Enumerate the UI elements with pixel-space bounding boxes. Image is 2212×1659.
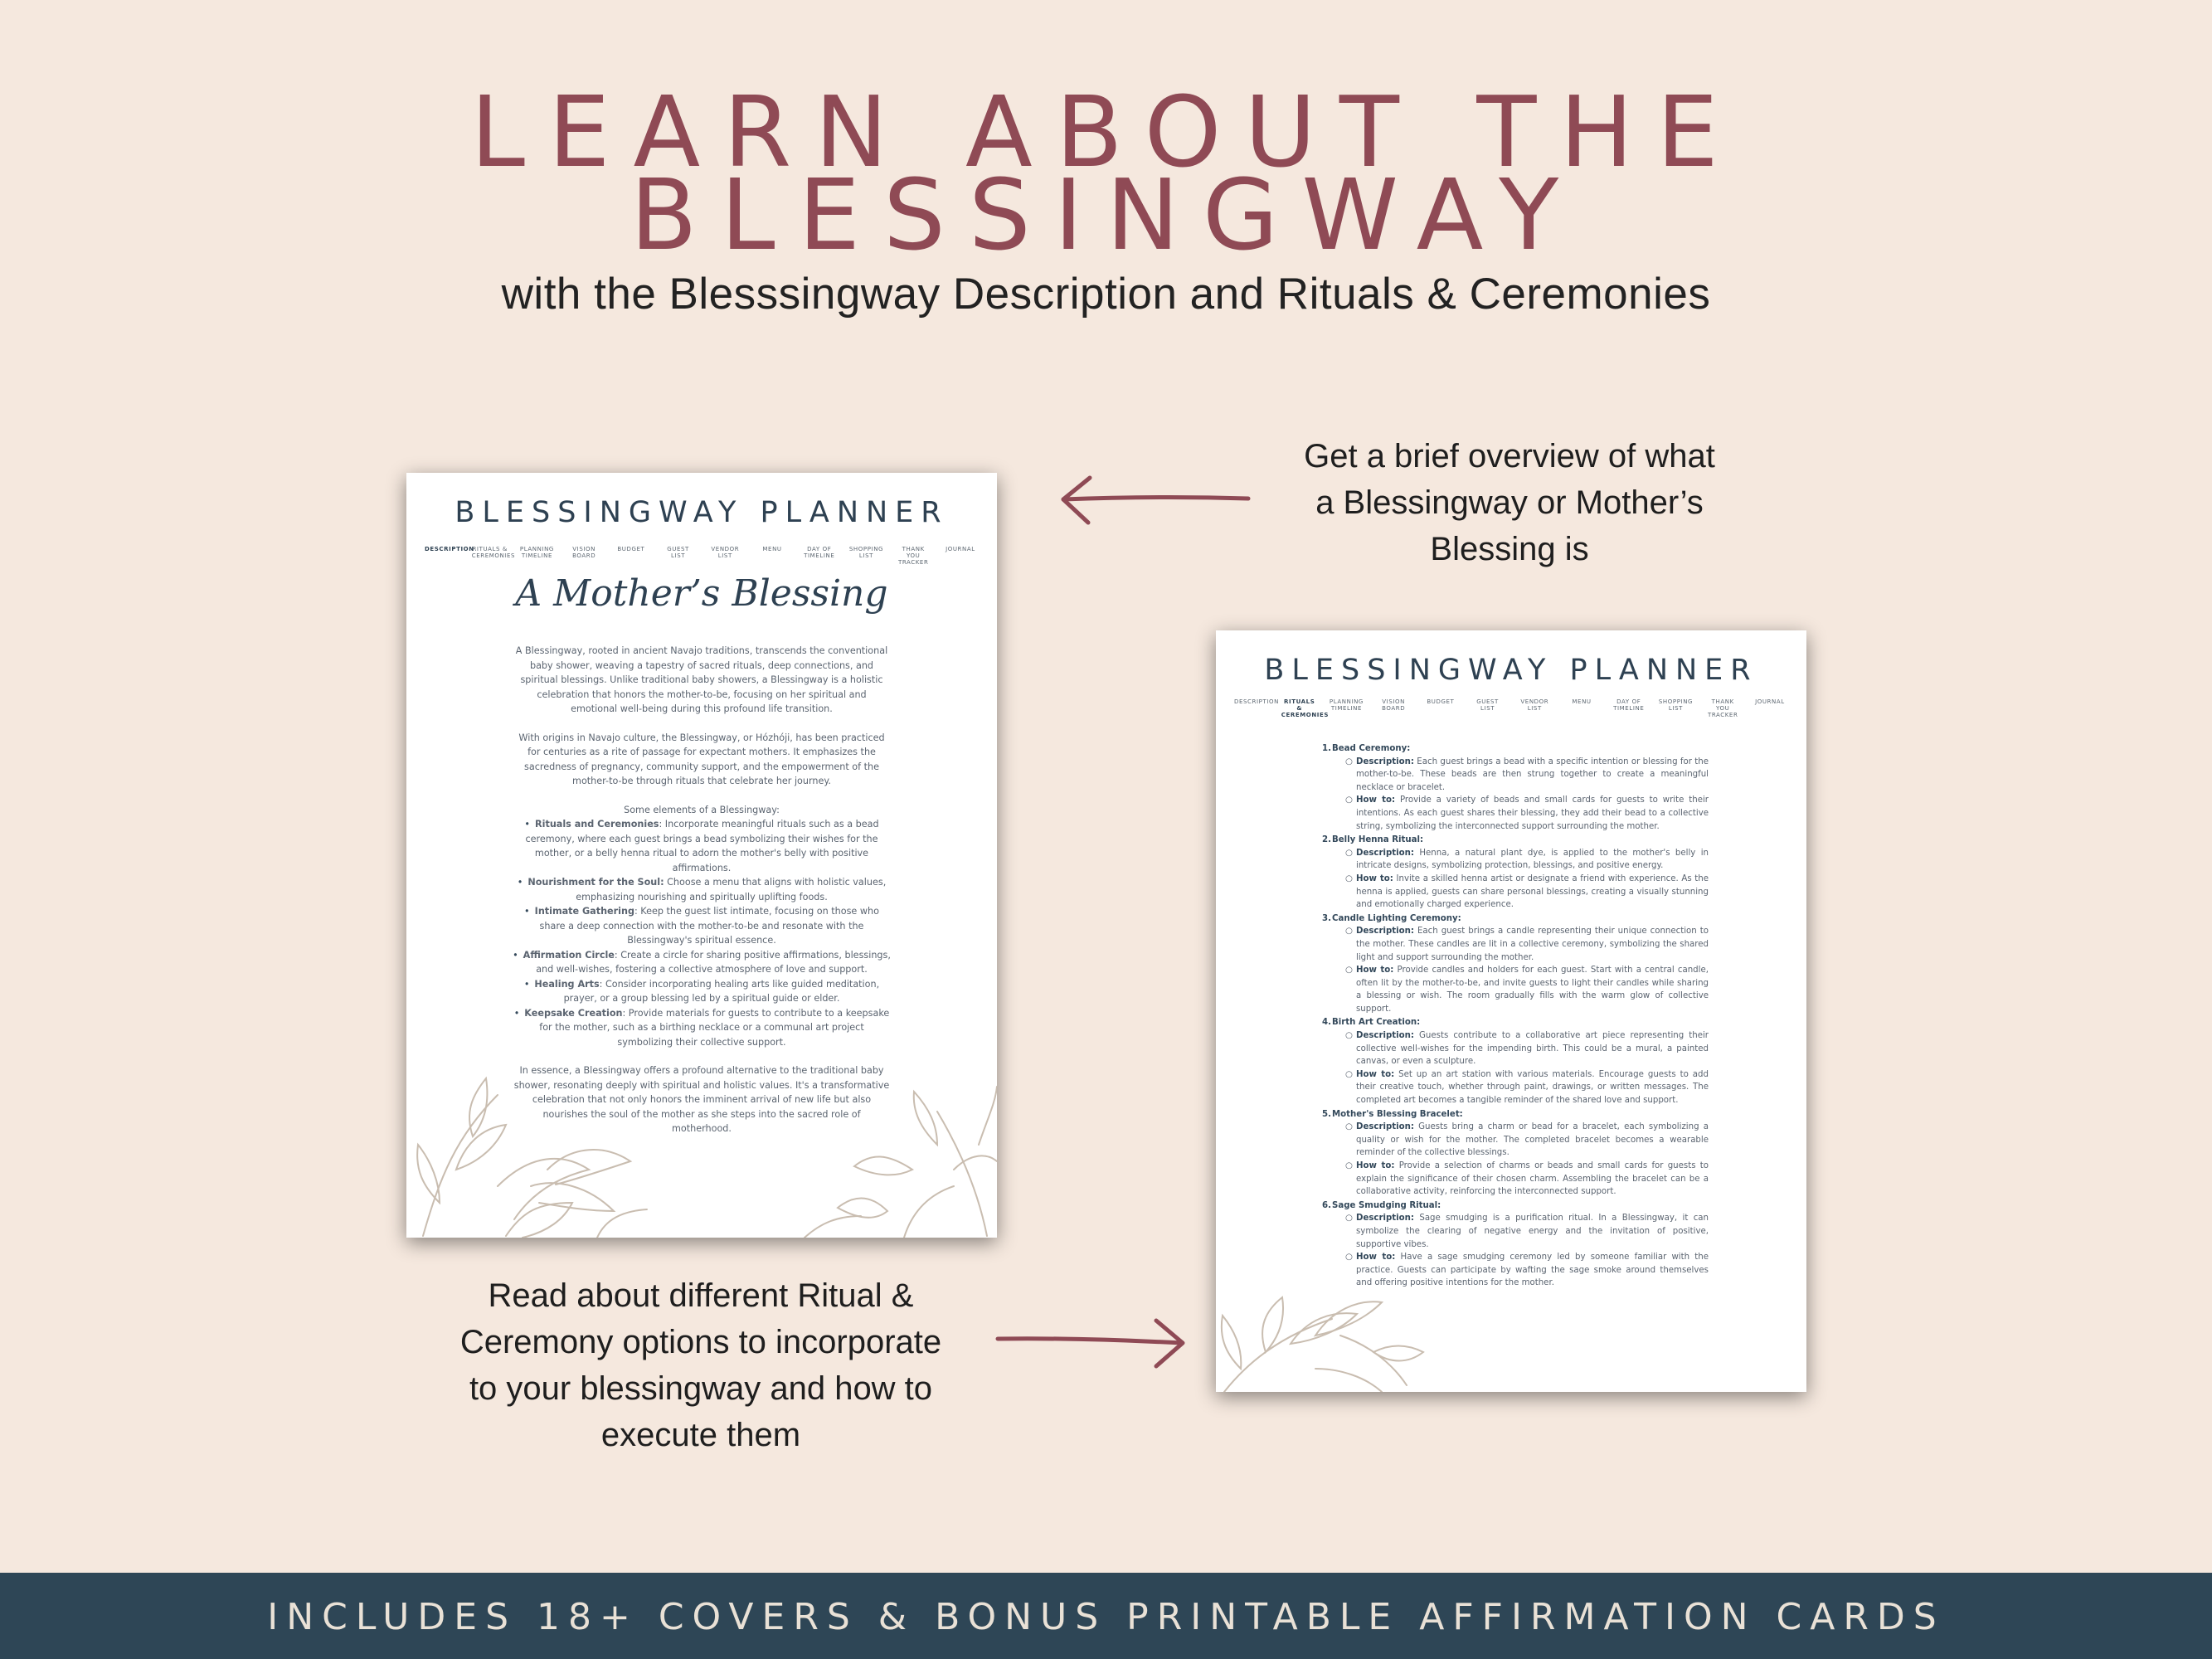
nav-tab-thank-you-tracker[interactable] [895,546,931,566]
ritual-sublabel: How to: [1356,966,1394,975]
ritual-number: 5. [1322,1109,1331,1119]
nav-tab-label: YOU [1716,705,1730,712]
nav-tab-label: LIST [858,552,874,559]
elements-list [513,817,891,1049]
nav-tab-label: DAY OF [1616,698,1641,705]
page-subtitle: with the Blesssingway Description and Rituals & Ceremonies [501,270,1711,319]
ritual-description [1332,847,1709,873]
callout-line: a Blessingway or Mother’s [1315,484,1704,521]
bullet-icon: • [523,978,530,990]
nav-tab-planning-timeline[interactable] [518,546,555,559]
nav-tab-label: GUEST [667,546,689,552]
nav-tab-label: BOARD [572,552,596,559]
element-text: : Create a circle for sharing positive affirmations, blessings, and well-wishes, fostering a collective atmosphere of love and support. [536,949,891,975]
callout-line: execute them [600,1417,801,1453]
footer-banner-text: INCLUDES 18+ COVERS & BONUS PRINTABLE AFFIRMATION CARDS [267,1596,1945,1638]
nav-tab-description[interactable] [425,546,474,552]
ritual-subtext: Set up an art station with various materials. Encourage guests to add their creative touch, whether through paint, drawings, or written messages. The completed art becomes a tangible reminder of the shared love and support. [1356,1069,1709,1106]
ritual-name: Bead Ceremony: [1332,744,1411,753]
ritual-number: 3. [1322,913,1331,923]
origins-paragraph: With origins in Navajo culture, the Blessingway, or Hózhóji, has been practiced for centuries as a rite of passage for expectant mothers. It emphasizes the sacredness of pregnancy, community support, and the empowerment of the mother-to-be through rituals that celebrate her journey. [518,732,885,786]
nav-tab-vendor-list[interactable] [1516,698,1553,712]
ritual-subtext: Have a sage smudging ceremony led by someone familiar with the practice. Guests can participate by wafting the sage smoke around themselves and offering positive intentions for the mother. [1356,1253,1709,1288]
circle-bullet-icon: ○ [1345,757,1353,766]
nav-tab-label: GUEST [1476,698,1499,705]
circle-bullet-icon: ○ [1345,873,1353,883]
nav-tab-label: BUDGET [617,546,645,552]
nav-tab-label: LIST [1527,705,1542,712]
ritual-title [1322,1016,1709,1029]
elements-intro: Some elements of a Blessingway: [624,804,780,815]
nav-tab-label: MENU [1572,698,1592,705]
lily-floral-illustration-2 [1216,1286,1432,1392]
planner-title-2: BLESSINGWAY PLANNER [1264,654,1758,687]
nav-tab-label: LIST [717,552,732,559]
ritual-number: 2. [1322,835,1331,845]
bullet-icon: • [517,877,523,888]
nav-tab-description[interactable] [1234,698,1279,705]
element-text: : Consider incorporating healing arts like guided meditation, prayer, or a group blessing led by a spiritual guide or elder. [563,978,880,1004]
ritual-number: 6. [1322,1200,1331,1210]
nav-tab-planning-timeline[interactable] [1328,698,1364,712]
callout-line: Get a brief overview of what [1304,438,1715,474]
script-title: A Mother’s Blessing [515,572,888,615]
element-text: : Provide materials for guests to contribute to a keepsake for the mother, such as a birthing necklace or a communal art project symbolizing their collective support. [539,1007,890,1048]
ritual-sublabel: How to: [1356,1253,1396,1262]
ritual-name: Mother's Blessing Bracelet: [1332,1109,1463,1119]
circle-bullet-icon: ○ [1345,795,1353,805]
element-item [513,904,891,948]
nav-tab-label: TIMELINE [804,552,835,559]
nav-tab-guest-list[interactable] [1470,698,1506,712]
ritual-subtext: Sage smudging is a purification ritual. In a Blessingway, it can symbolize the clearing of negative energy and the invitation of positive, supportive vibes. [1356,1214,1709,1249]
nav-tab-journal[interactable] [1752,698,1788,705]
ritual-how-to [1332,1251,1709,1290]
nav-tab-menu[interactable] [754,546,790,552]
callout-line: Ceremony options to incorporate [459,1324,942,1360]
circle-bullet-icon: ○ [1345,966,1353,975]
element-text: : Keep the guest list intimate, focusing on those who share a deep connection with the mother-to-be and resonate with the Blessingway's spiritual essence. [539,906,879,946]
ritual-how-to [1332,1160,1709,1199]
rituals-list [1322,742,1709,1290]
nav-tab-label: VISION [1382,698,1406,705]
nav-tab-label: LIST [671,552,686,559]
nav-tab-label: LIST [1480,705,1495,712]
ritual-subtext: Guests contribute to a collaborative art piece representing their collective well-wishes for the impending birth. This could be a mural, a painted canvas, or even a sculpture. [1356,1031,1709,1067]
element-item [513,948,891,977]
circle-bullet-icon: ○ [1345,1161,1353,1170]
circle-bullet-icon: ○ [1345,927,1353,937]
nav-tab-menu[interactable] [1563,698,1600,705]
nav-tab-label: VENDOR [711,546,740,552]
ritual-subtext: Invite a skilled henna artist or designate a friend with experience. As the henna is applied, guests can share personal blessings, creating a visually stunning and emotionally charged experience. [1356,873,1709,910]
nav-tab-rituals-ceremonies[interactable] [1281,698,1330,718]
nav-tab-day-of-timeline[interactable] [801,546,838,559]
nav-tab-label: CEREMONIES [471,552,516,559]
element-item [513,875,891,904]
ritual-description [1332,1212,1709,1251]
intro-paragraph: A Blessingway, rooted in ancient Navajo traditions, transcends the conventional baby shower, weaving a tapestry of sacred rituals, deep connections, and spiritual blessings. Unlike traditional baby showers, a Blessingway is a holistic celebration that honors the mother-to-be, focusing on her spiritual and emotional well-being during this profound life transition. [515,645,888,714]
ritual-number: 4. [1322,1018,1331,1028]
ritual-sublabel: How to: [1356,873,1393,883]
element-item [513,977,891,1006]
planner-title: BLESSINGWAY PLANNER [455,496,949,529]
nav-tab-vision-board[interactable] [1375,698,1412,712]
lily-floral-illustration [406,1045,997,1238]
nav-tab-budget[interactable] [1422,698,1459,705]
ritual-sublabel: Description: [1356,1031,1414,1041]
ritual-how-to [1332,1068,1709,1107]
nav-tab-label: TIMELINE [1613,705,1645,712]
ritual-sublabel: Description: [1356,927,1414,937]
nav-tab-label: DAY OF [807,546,832,552]
nav-tab-guest-list[interactable] [660,546,697,559]
nav-tab-label: VISION [572,546,596,552]
footer-banner [0,1573,2212,1659]
left-arrow-icon [1053,471,1252,529]
planner-nav [425,546,979,566]
element-label: Rituals and Ceremonies [535,819,659,830]
ritual-name: Birth Art Creation: [1332,1018,1421,1028]
nav-tab-thank-you-tracker[interactable] [1704,698,1741,718]
nav-tab-vendor-list[interactable] [707,546,743,559]
nav-tab-label: JOURNAL [946,546,975,552]
nav-tab-rituals-ceremonies[interactable] [471,546,516,559]
ritual-sublabel: Description: [1356,848,1414,858]
nav-tab-label: RITUALS & [1284,698,1315,712]
callout-line: to your blessingway and how to [469,1370,933,1407]
nav-tab-label: VENDOR [1520,698,1549,705]
ritual-description [1332,756,1709,795]
nav-tab-label: CEREMONIES [1281,712,1330,718]
overview-callout [1261,433,1758,572]
nav-tab-label: THANK [902,546,925,552]
circle-bullet-icon: ○ [1345,848,1353,858]
element-label: Affirmation Circle [523,949,615,961]
bullet-icon: • [513,1007,520,1019]
ritual-how-to [1332,794,1709,833]
nav-tab-label: SHOPPING [1658,698,1694,705]
ritual-name: Candle Lighting Ceremony: [1332,913,1461,923]
nav-tab-label: BOARD [1382,705,1406,712]
callout-line: Read about different Ritual & [488,1277,914,1314]
nav-tab-label: DESCRIPTION [425,546,474,552]
nav-tab-label: PLANNING [519,546,554,552]
nav-tab-journal[interactable] [942,546,979,552]
circle-bullet-icon: ○ [1345,1122,1353,1132]
rituals-callout [415,1272,987,1458]
nav-tab-shopping-list[interactable] [848,546,884,559]
element-item [513,1006,891,1050]
nav-tab-vision-board[interactable] [566,546,602,559]
element-text: Choose a menu that aligns with holistic values, emphasizing nourishing and spiritually uplifting foods. [576,877,887,902]
nav-tab-label: TRACKER [1707,712,1738,718]
nav-tab-day-of-timeline[interactable] [1611,698,1647,712]
nav-tab-label: TIMELINE [521,552,553,559]
nav-tab-shopping-list[interactable] [1657,698,1694,712]
ritual-subtext: Provide a variety of beads and small cards for guests to write their intentions. As each guest shares their blessing, they add their bead to a collective string, symbolizing the interconnected support surrounding the mother. [1356,795,1709,831]
nav-tab-label: THANK [1711,698,1734,705]
nav-tab-budget[interactable] [613,546,649,552]
element-item [513,817,891,875]
ritual-sublabel: How to: [1356,1069,1395,1079]
ritual-subtext: Provide a selection of charms or beads and small cards for guests to explain the significance of their chosen charm. Assembling the bracelet can be a collaborative activity, reinforcing the interconnected support. [1356,1161,1709,1197]
ritual-title [1322,742,1709,756]
ritual-how-to [1332,964,1709,1015]
nav-tab-label: RITUALS & [472,546,508,552]
ritual-description [1332,925,1709,964]
callout-line: Blessing is [1430,531,1589,567]
ritual-title [1322,834,1709,847]
nav-tab-label: TIMELINE [1330,705,1363,712]
bullet-icon: • [524,819,531,830]
nav-tab-label: MENU [762,546,782,552]
ritual-sublabel: Description: [1356,1214,1414,1224]
ritual-sublabel: Description: [1356,1122,1414,1132]
circle-bullet-icon: ○ [1345,1214,1353,1224]
ritual-number: 1. [1322,744,1331,753]
description-page [406,473,997,1238]
circle-bullet-icon: ○ [1345,1253,1353,1262]
element-text: : Incorporate meaningful rituals such as a bead ceremony, where each guest brings a bead symbolizing their wishes for the mother, or a belly henna ritual to adorn the mother's belly with positive affirmations. [525,819,879,873]
ritual-sublabel: How to: [1356,1161,1395,1170]
element-label: Intimate Gathering [534,906,634,917]
ritual-sublabel: How to: [1356,795,1396,805]
ritual-title [1322,1108,1709,1121]
page-title-line2: BLESSINGWAY [630,158,1582,272]
element-label: Healing Arts [534,978,600,990]
ritual-name: Sage Smudging Ritual: [1332,1200,1441,1210]
nav-tab-label: SHOPPING [848,546,884,552]
bullet-icon: • [524,906,530,917]
ritual-sublabel: Description: [1356,757,1414,766]
element-label: Keepsake Creation [524,1007,623,1019]
bullet-icon: • [513,949,518,961]
ritual-name: Belly Henna Ritual: [1332,835,1424,845]
nav-tab-label: DESCRIPTION [1234,698,1279,705]
ritual-subtext: Guests bring a charm or bead for a bracelet, each symbolizing a quality or wish for the mother. The completed bracelet becomes a wearable reminder of the collective blessings. [1356,1122,1709,1158]
right-arrow-icon [994,1315,1193,1373]
nav-tab-label: JOURNAL [1755,698,1785,705]
circle-bullet-icon: ○ [1345,1069,1353,1079]
ritual-subtext: Provide candles and holders for each guest. Start with a central candle, often lit by the mother-to-be, and invite guests to light their candles while sharing a blessing or wish. The room gradually fills with the warm glow of collective support. [1356,966,1709,1014]
ritual-subtext: Each guest brings a candle representing their unique connection to the mother. These candles are lit in a collective ceremony, symbolizing the shared light and support surrounding the mother. [1356,927,1709,962]
ritual-title [1322,1199,1709,1213]
nav-tab-label: YOU [907,552,921,559]
nav-tab-label: TRACKER [897,559,929,566]
nav-tab-label: LIST [1668,705,1684,712]
planner-nav-2 [1234,698,1788,718]
nav-tab-label: BUDGET [1427,698,1455,705]
page-title-line1: LEARN ABOUT THE [470,75,1742,189]
nav-tab-label: PLANNING [1329,698,1364,705]
ritual-subtext: Each guest brings a bead with a specific intention or blessing for the mother-to-be. These beads are then strung together to create a meaningful necklace or bracelet. [1356,757,1709,792]
element-label: Nourishment for the Soul: [527,877,664,888]
ritual-subtext: Henna, a natural plant dye, is applied to the mother's belly in intricate designs, symbolizing protection, blessings, and positive energy. [1356,848,1709,871]
ritual-description [1332,1121,1709,1160]
rituals-page [1216,630,1806,1392]
essence-paragraph: In essence, a Blessingway offers a profound alternative to the traditional baby shower, resonating deeply with spiritual and holistic values. It's a transformative celebration that not only honors the imminent arrival of new life but also nourishes the soul of the mother as she steps into the sacred role of motherhood. [513,1065,890,1134]
ritual-how-to [1332,873,1709,912]
ritual-description [1332,1029,1709,1068]
circle-bullet-icon: ○ [1345,1031,1353,1041]
ritual-title [1322,912,1709,926]
